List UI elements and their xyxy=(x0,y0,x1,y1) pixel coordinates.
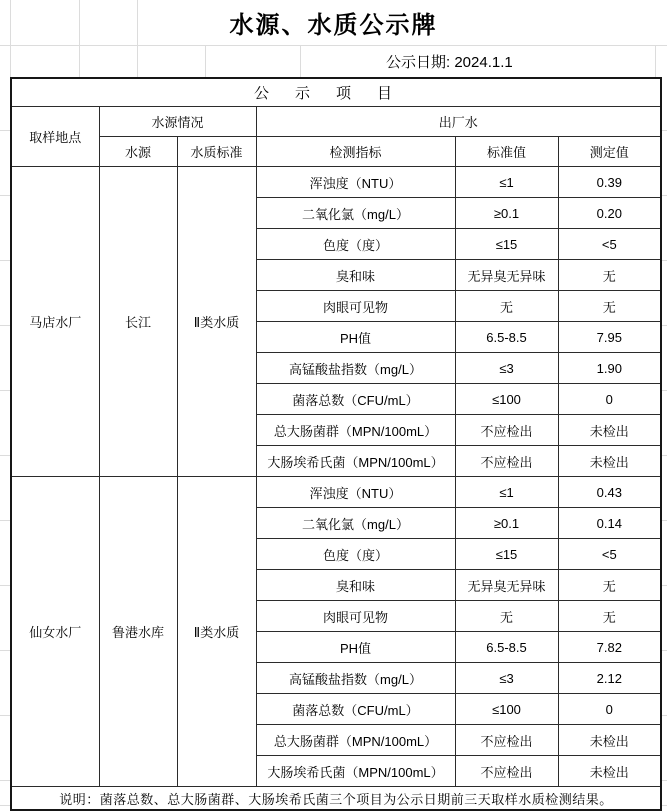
indicator-cell: 菌落总数（CFU/mL） xyxy=(256,384,455,415)
indicator-cell: 臭和味 xyxy=(256,570,455,601)
plant-name-cell: 仙女水厂 xyxy=(11,477,99,787)
measured-value-cell: 无 xyxy=(558,570,661,601)
gridline xyxy=(300,45,301,77)
indicator-cell: 总大肠菌群（MPN/100mL） xyxy=(256,415,455,446)
measured-value-cell: 1.90 xyxy=(558,353,661,384)
standard-value-cell: 无 xyxy=(455,291,558,322)
indicator-cell: 浑浊度（NTU） xyxy=(256,477,455,508)
measured-value-cell: 无 xyxy=(558,291,661,322)
header-outgoing-water: 出厂水 xyxy=(256,107,661,137)
standard-value-cell: ≤100 xyxy=(455,384,558,415)
indicator-cell: 肉眼可见物 xyxy=(256,601,455,632)
header-row-2 xyxy=(11,137,661,167)
plant-name-cell: 马店水厂 xyxy=(11,167,99,477)
indicator-cell: 高锰酸盐指数（mg/L） xyxy=(256,353,455,384)
indicator-cell: 高锰酸盐指数（mg/L） xyxy=(256,663,455,694)
standard-value-cell: 6.5-8.5 xyxy=(455,322,558,353)
measured-value-cell: 未检出 xyxy=(558,446,661,477)
measured-value-cell: 7.95 xyxy=(558,322,661,353)
publish-date: 公示日期: 2024.1.1 xyxy=(386,54,513,71)
measured-value-cell: 7.82 xyxy=(558,632,661,663)
quality-standard-cell: Ⅱ类水质 xyxy=(177,477,256,787)
standard-value-cell: 无异臭无异味 xyxy=(455,260,558,291)
footnote: 说明：菌落总数、总大肠菌群、大肠埃希氏菌三个项目为公示日期前三天取样水质检测结果。 xyxy=(11,787,661,811)
section-header-row xyxy=(11,78,661,107)
indicator-cell: 大肠埃希氏菌（MPN/100mL） xyxy=(256,446,455,477)
indicator-cell: 臭和味 xyxy=(256,260,455,291)
header-source-situation: 水源情况 xyxy=(99,107,256,137)
indicator-cell: 二氧化氯（mg/L） xyxy=(256,198,455,229)
water-quality-notice-table xyxy=(10,77,662,811)
indicator-cell: 肉眼可见物 xyxy=(256,291,455,322)
indicator-cell: 二氧化氯（mg/L） xyxy=(256,508,455,539)
indicator-cell: PH值 xyxy=(256,322,455,353)
header-indicator: 检测指标 xyxy=(256,137,455,167)
header-sampling-location: 取样地点 xyxy=(11,107,99,167)
indicator-cell: 浑浊度（NTU） xyxy=(256,167,455,198)
water-source-cell: 鲁港水库 xyxy=(99,477,177,787)
table-row xyxy=(11,167,661,198)
indicator-cell: 菌落总数（CFU/mL） xyxy=(256,694,455,725)
header-row-1 xyxy=(11,107,661,137)
indicator-cell: PH值 xyxy=(256,632,455,663)
indicator-cell: 色度（度） xyxy=(256,229,455,260)
table-row xyxy=(11,477,661,508)
measured-value-cell: <5 xyxy=(558,229,661,260)
measured-value-cell: 无 xyxy=(558,260,661,291)
standard-value-cell: ≥0.1 xyxy=(455,198,558,229)
standard-value-cell: 不应检出 xyxy=(455,756,558,787)
measured-value-cell: 0 xyxy=(558,384,661,415)
gridline xyxy=(0,45,667,46)
water-source-cell: 长江 xyxy=(99,167,177,477)
standard-value-cell: ≤1 xyxy=(455,167,558,198)
quality-standard-cell: Ⅱ类水质 xyxy=(177,167,256,477)
standard-value-cell: 不应检出 xyxy=(455,446,558,477)
indicator-cell: 大肠埃希氏菌（MPN/100mL） xyxy=(256,756,455,787)
measured-value-cell: 无 xyxy=(558,601,661,632)
standard-value-cell: 不应检出 xyxy=(455,725,558,756)
header-quality-standard: 水质标准 xyxy=(177,137,256,167)
standard-value-cell: ≤1 xyxy=(455,477,558,508)
standard-value-cell: ≤15 xyxy=(455,229,558,260)
section-title: 公示项目 xyxy=(11,78,661,107)
measured-value-cell: 0.39 xyxy=(558,167,661,198)
standard-value-cell: ≥0.1 xyxy=(455,508,558,539)
measured-value-cell: 未检出 xyxy=(558,756,661,787)
gridline xyxy=(655,45,656,77)
gridline xyxy=(205,45,206,77)
standard-value-cell: ≤100 xyxy=(455,694,558,725)
measured-value-cell: 未检出 xyxy=(558,725,661,756)
footnote-row xyxy=(11,787,661,811)
standard-value-cell: 无异臭无异味 xyxy=(455,570,558,601)
header-measured-value: 测定值 xyxy=(558,137,661,167)
measured-value-cell: 2.12 xyxy=(558,663,661,694)
measured-value-cell: 未检出 xyxy=(558,415,661,446)
measured-value-cell: 0 xyxy=(558,694,661,725)
indicator-cell: 总大肠菌群（MPN/100mL） xyxy=(256,725,455,756)
standard-value-cell: 6.5-8.5 xyxy=(455,632,558,663)
standard-value-cell: 不应检出 xyxy=(455,415,558,446)
measured-value-cell: <5 xyxy=(558,539,661,570)
standard-value-cell: ≤3 xyxy=(455,353,558,384)
standard-value-cell: 无 xyxy=(455,601,558,632)
indicator-cell: 色度（度） xyxy=(256,539,455,570)
gridline xyxy=(0,77,10,802)
measured-value-cell: 0.14 xyxy=(558,508,661,539)
measured-value-cell: 0.20 xyxy=(558,198,661,229)
header-standard-value: 标准值 xyxy=(455,137,558,167)
page-title: 水源、水质公示牌 xyxy=(229,13,438,39)
measured-value-cell: 0.43 xyxy=(558,477,661,508)
header-source: 水源 xyxy=(99,137,177,167)
standard-value-cell: ≤15 xyxy=(455,539,558,570)
standard-value-cell: ≤3 xyxy=(455,663,558,694)
